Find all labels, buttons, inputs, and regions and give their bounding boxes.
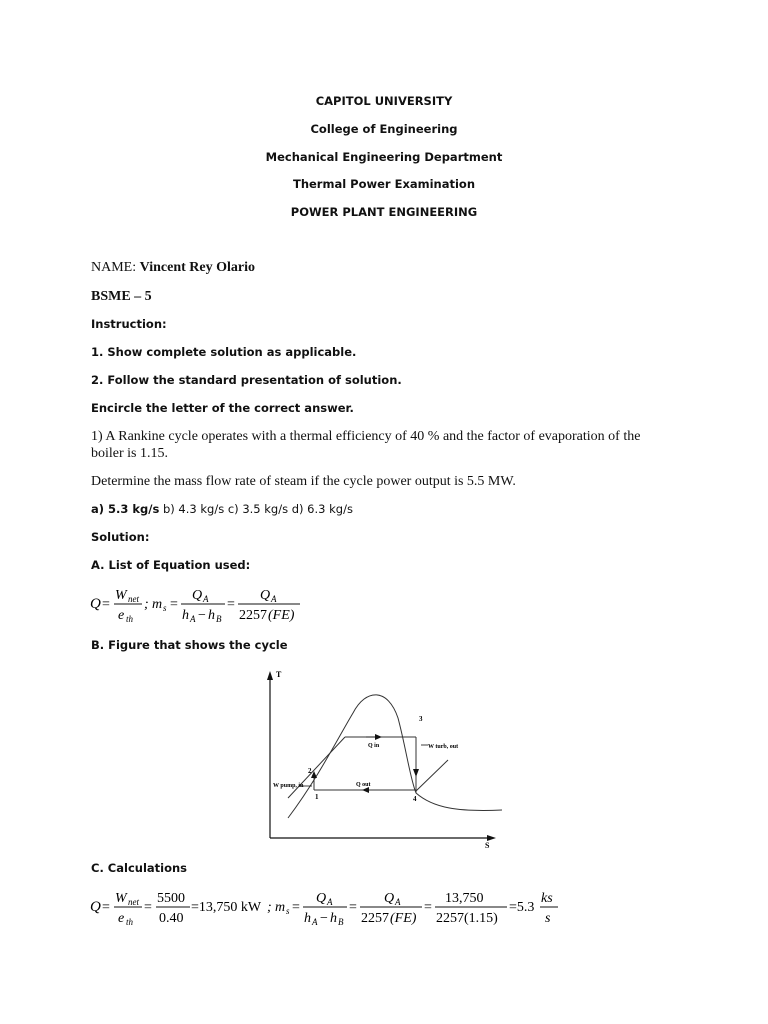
eq-qa-sub-2: A (271, 594, 277, 604)
choices-other: b) 4.3 kg/s c) 3.5 kg/s d) 6.3 kg/s (159, 502, 353, 516)
calc-qa-2: Q (384, 891, 395, 906)
w-turb-label: W turb, out (428, 744, 459, 750)
instruction-heading: Instruction: (91, 317, 167, 331)
calc-equals-5: = (424, 900, 432, 915)
w-pump-label: W pump, in (273, 783, 304, 789)
point-1: 1 (315, 793, 319, 801)
calc-result: =5.3 (509, 900, 535, 915)
calc-qa: Q (316, 891, 327, 906)
calc-equals-4: = (349, 900, 357, 915)
calculation-equation (88, 884, 588, 935)
calc-hb-sub: B (338, 917, 344, 927)
eq-e: e (118, 608, 125, 623)
calc-unit-ks: ks (541, 891, 553, 906)
university-name: CAPITOL UNIVERSITY (315, 94, 453, 108)
calc-13750kw: =13,750 kW (191, 900, 262, 915)
calc-equals-3: = (292, 900, 300, 915)
eq-m: m (152, 597, 163, 612)
point-2: 2 (308, 767, 312, 775)
eq-th: th (126, 614, 134, 624)
calc-hb: h (330, 911, 337, 926)
exam-title: Thermal Power Examination (292, 177, 476, 191)
eq-sep: ; (144, 597, 149, 612)
answer-choices (91, 502, 353, 516)
instruction-item-1: 1. Show complete solution as applicable. (91, 345, 357, 359)
eq-ha: h (182, 608, 189, 623)
choice-a-correct: a) 5.3 kg/s (91, 502, 160, 516)
s-axis-label: S (485, 841, 490, 850)
course-line (91, 289, 152, 305)
calc-e: e (118, 911, 125, 926)
subject-title: POWER PLANT ENGINEERING (290, 205, 478, 219)
course-section: BSME – 5 (91, 289, 152, 304)
calc-sep: ; (267, 900, 272, 915)
calc-minus: − (320, 911, 328, 926)
eq-w: W (115, 588, 127, 603)
solution-heading: Solution: (91, 530, 150, 544)
calc-qa-sub: A (327, 897, 333, 907)
eq-qa: Q (192, 588, 203, 603)
eq-qa-2: Q (260, 588, 271, 603)
eq-equals: = (102, 597, 110, 612)
calc-equals: = (102, 900, 110, 915)
eq-2257: 2257 (239, 608, 267, 623)
name-label: NAME: (91, 260, 137, 275)
encircle-instruction: Encircle the letter of the correct answer. (91, 401, 354, 415)
part-c-heading: C. Calculations (91, 861, 188, 875)
ts-cycle-diagram (258, 668, 508, 857)
student-name-line (91, 260, 255, 276)
part-b-heading: B. Figure that shows the cycle (91, 638, 288, 652)
q-out-label: Q out (356, 782, 371, 788)
eq-hb: h (208, 608, 215, 623)
q-in-label: Q in (368, 743, 380, 749)
question-prompt: Determine the mass flow rate of steam if the cycle power output is 5.5 MW. (91, 474, 516, 489)
calc-ha-sub: A (312, 917, 318, 927)
calc-th: th (126, 917, 134, 927)
calc-w: W (115, 891, 127, 906)
student-name: Vincent Rey Olario (139, 260, 255, 275)
calc-ha: h (304, 911, 311, 926)
calc-qa-sub-2: A (395, 897, 401, 907)
part-a-heading: A. List of Equation used: (91, 558, 251, 572)
calc-net: net (128, 897, 139, 907)
calc-2257-115: 2257(1.15) (436, 911, 498, 926)
calc-m: m (275, 900, 286, 915)
eq-minus: − (198, 608, 206, 623)
calc-13750: 13,750 (445, 891, 484, 906)
college-name: College of Engineering (310, 122, 458, 136)
department-name: Mechanical Engineering Department (265, 150, 503, 164)
eq-fe: (FE) (268, 608, 295, 623)
eq-qa-sub: A (203, 594, 209, 604)
point-3: 3 (419, 715, 423, 723)
calc-equals-2: = (144, 900, 152, 915)
question-text: 1) A Rankine cycle operates with a thermal efficiency of 40 % and the factor of evaporation of the boiler is 1.15. (91, 429, 641, 461)
point-4: 4 (413, 795, 417, 803)
equation-list (88, 582, 318, 631)
calc-2257: 2257 (361, 911, 389, 926)
instruction-item-2: 2. Follow the standard presentation of solution. (91, 373, 402, 387)
t-axis-label: T (276, 670, 282, 679)
eq-net: net (128, 594, 139, 604)
eq-equals-3: = (227, 597, 235, 612)
calc-fe: (FE) (390, 911, 417, 926)
calc-m-sub: s (286, 906, 290, 916)
calc-unit-s: s (545, 911, 551, 926)
eq-q: Q (90, 596, 101, 612)
eq-hb-sub: B (216, 614, 222, 624)
calc-040: 0.40 (159, 911, 184, 926)
calc-5500: 5500 (157, 891, 185, 906)
calc-q: Q (90, 899, 101, 915)
eq-equals-2: = (170, 597, 178, 612)
eq-ha-sub: A (190, 614, 196, 624)
eq-m-sub: s (163, 603, 167, 613)
